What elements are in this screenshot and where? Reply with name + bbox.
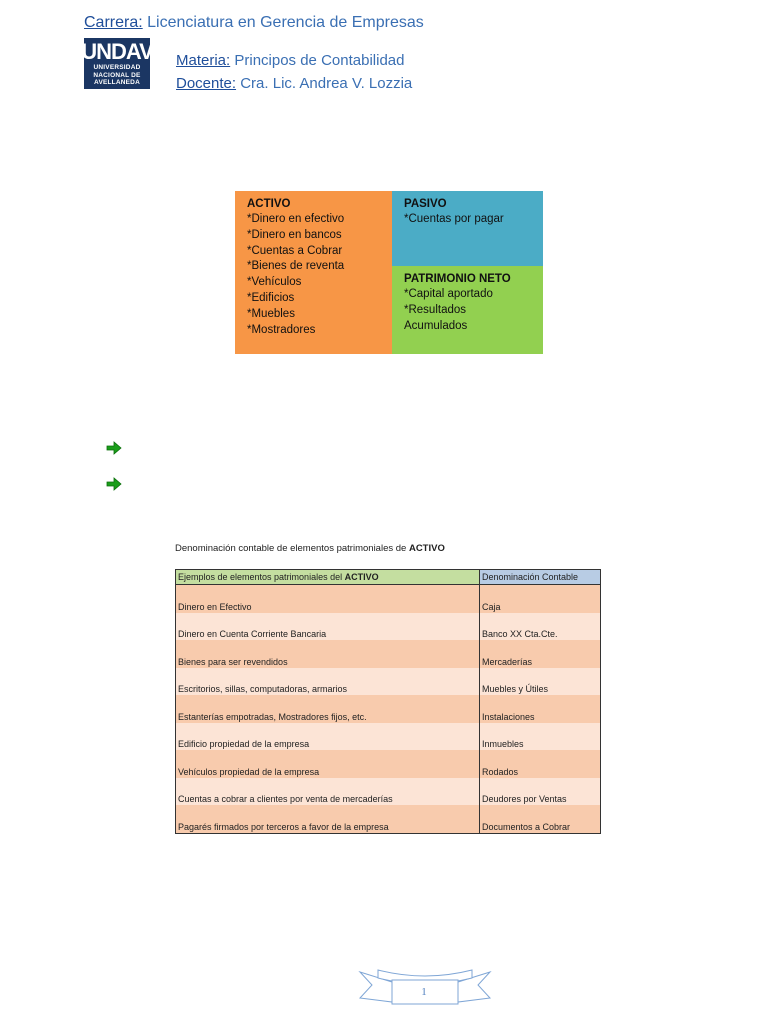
teacher-line [176, 75, 412, 92]
logo-line: AVELLANEDA [94, 79, 140, 86]
arrow-right-icon [106, 477, 122, 491]
header-examples-bold: ACTIVO [344, 572, 379, 582]
table-caption [175, 543, 445, 554]
assets-table [175, 569, 601, 834]
activo-box [235, 191, 392, 354]
teacher-label: Docente: [176, 75, 237, 92]
logo-mark: UNDAV [81, 39, 153, 64]
example-cell: Dinero en Efectivo [176, 585, 480, 613]
activo-item: *Vehículos [247, 276, 302, 289]
table-row [176, 805, 601, 833]
example-cell: Cuentas a cobrar a clientes por venta de mercaderías [176, 778, 480, 806]
patrimonio-title: PATRIMONIO NETO [404, 273, 511, 285]
example-cell: Dinero en Cuenta Corriente Bancaria [176, 613, 480, 641]
denomination-cell: Muebles y Útiles [480, 668, 601, 696]
table-row [176, 778, 601, 806]
career-line [84, 14, 424, 32]
patrimonio-neto-box [392, 266, 543, 354]
activo-item: *Dinero en efectivo [247, 213, 345, 225]
activo-item: *Edificios [247, 291, 295, 304]
header-examples-text: Ejemplos de elementos patrimoniales del [178, 572, 345, 582]
denomination-cell: Instalaciones [480, 695, 601, 723]
denomination-cell: Documentos a Cobrar [480, 805, 601, 833]
logo-line: NACIONAL DE [93, 71, 141, 79]
example-cell: Estanterías empotradas, Mostradores fijos, etc. [176, 695, 480, 723]
pasivo-item: *Cuentas por pagar [404, 213, 504, 225]
table-row [176, 723, 601, 751]
patrimonio-item: *Resultados [404, 303, 467, 316]
denomination-cell: Mercaderías [480, 640, 601, 668]
pasivo-title: PASIVO [404, 198, 447, 210]
patrimonio-item: *Capital aportado [404, 288, 493, 300]
table-row [176, 750, 601, 778]
activo-item: *Dinero en bancos [247, 228, 342, 241]
table-row [176, 613, 601, 641]
career-value: Licenciatura en Gerencia de Empresas [147, 14, 424, 31]
example-cell: Escritorios, sillas, computadoras, armarios [176, 668, 480, 696]
table-row [176, 640, 601, 668]
denomination-cell: Banco XX Cta.Cte. [480, 613, 601, 641]
page-number: 1 [421, 986, 427, 998]
activo-item: *Mostradores [247, 323, 316, 336]
balance-sheet-diagram [235, 191, 543, 354]
example-cell: Vehículos propiedad de la empresa [176, 750, 480, 778]
patrimonio-item: Acumulados [404, 319, 468, 332]
subject-line [176, 52, 404, 69]
header-examples [176, 570, 480, 585]
example-cell: Pagarés firmados por terceros a favor de la empresa [176, 805, 480, 833]
logo-line: UNIVERSIDAD [93, 64, 141, 71]
denomination-cell: Deudores por Ventas [480, 778, 601, 806]
table-row [176, 695, 601, 723]
pasivo-box [392, 191, 543, 266]
caption-text: Denominación contable de elementos patrimoniales de [175, 543, 409, 554]
career-label: Carrera: [84, 14, 143, 31]
table-row [176, 668, 601, 696]
arrow-right-icon [106, 441, 122, 455]
table-header-row [176, 570, 601, 585]
subject-label: Materia: [176, 52, 231, 69]
denomination-cell: Rodados [480, 750, 601, 778]
activo-item: *Bienes de reventa [247, 260, 345, 273]
denomination-cell: Inmuebles [480, 723, 601, 751]
activo-item: *Cuentas a Cobrar [247, 244, 343, 257]
header-denomination: Denominación Contable [480, 570, 601, 585]
activo-item: *Muebles [247, 307, 295, 320]
university-logo [81, 38, 153, 89]
teacher-value: Cra. Lic. Andrea V. Lozzia [240, 75, 413, 92]
denomination-cell: Caja [480, 585, 601, 613]
activo-title: ACTIVO [247, 198, 291, 210]
subject-value: Principos de Contabilidad [234, 52, 405, 69]
table-row [176, 585, 601, 613]
example-cell: Edificio propiedad de la empresa [176, 723, 480, 751]
example-cell: Bienes para ser revendidos [176, 640, 480, 668]
caption-bold: ACTIVO [408, 543, 445, 554]
